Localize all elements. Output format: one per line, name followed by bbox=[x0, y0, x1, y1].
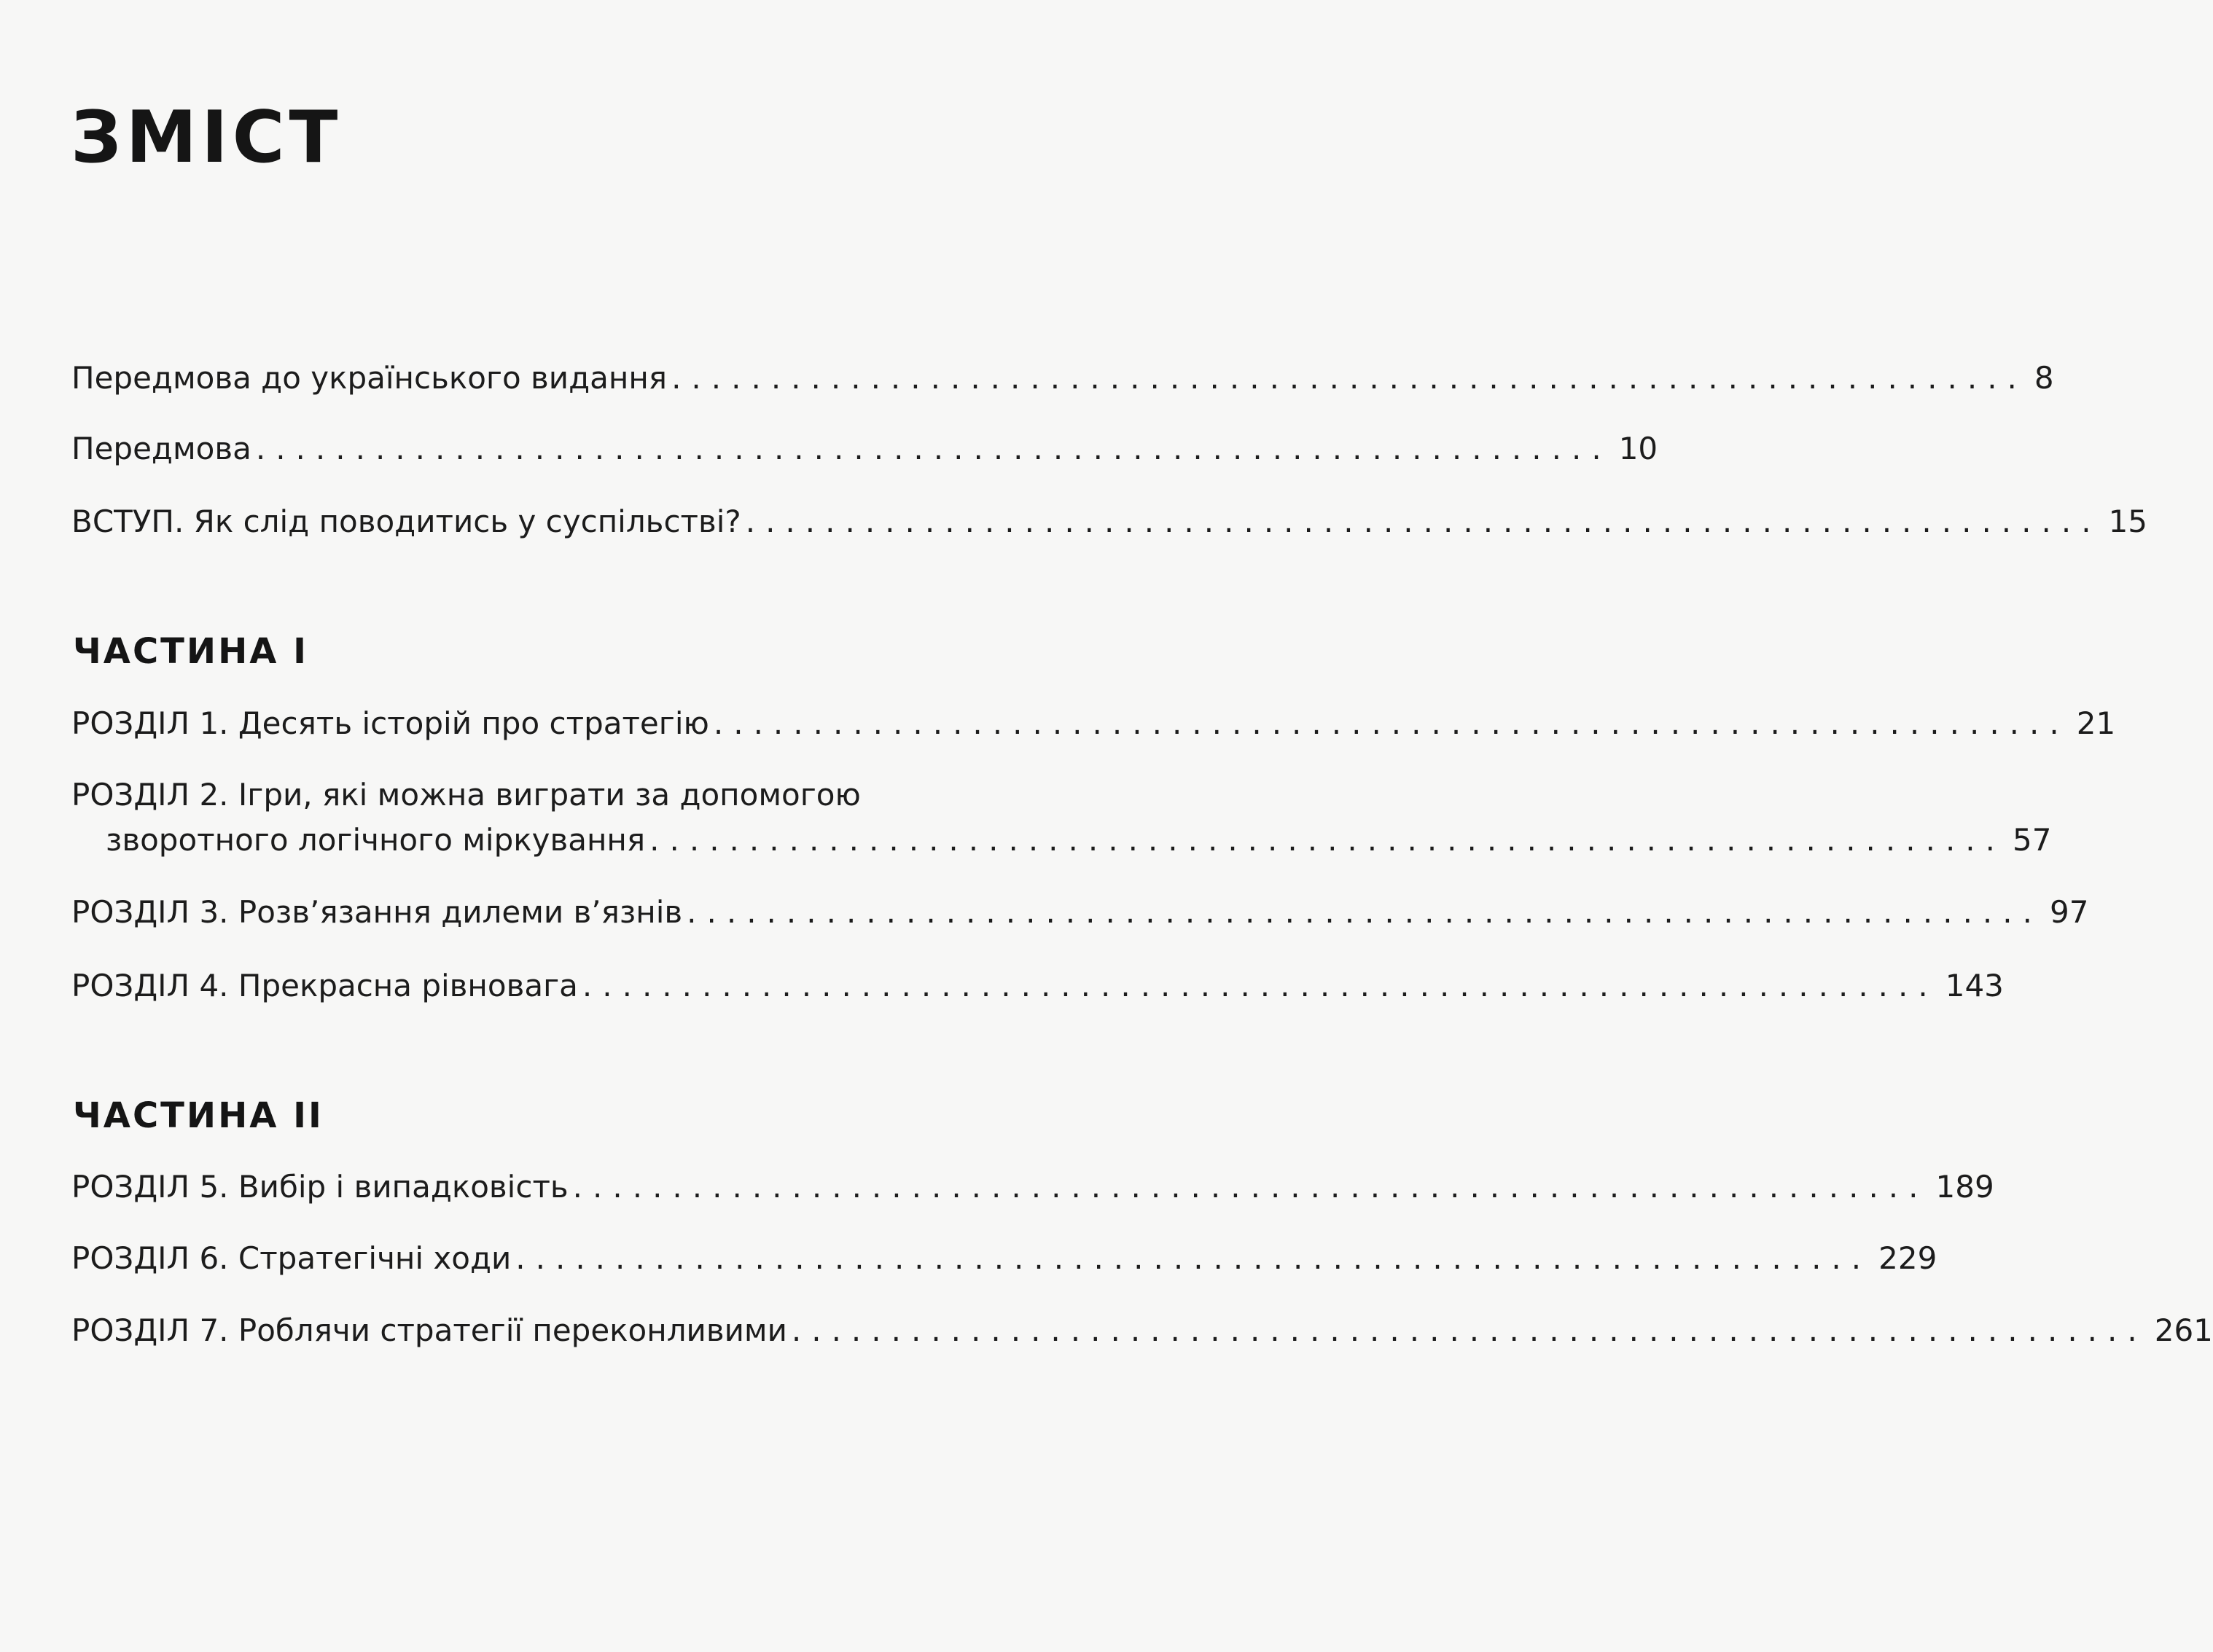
toc-entry-page: 8 bbox=[2034, 360, 2054, 396]
toc-entry-chapter-3[interactable] bbox=[71, 894, 2089, 930]
toc-entry-label: РОЗДІЛ 5. Вибір і випадковість bbox=[71, 1169, 569, 1205]
page-title: ЗМІСТ bbox=[71, 96, 343, 179]
toc-entry-foreword-ua[interactable] bbox=[71, 360, 2054, 396]
toc-entry-page: 57 bbox=[2013, 822, 2052, 858]
toc-entry-page: 189 bbox=[1935, 1169, 1994, 1205]
toc-entry-chapter-1[interactable] bbox=[71, 705, 2116, 741]
leader-dots: .................................................................... bbox=[582, 968, 1938, 1003]
toc-entry-label-cont: зворотного логічного міркування bbox=[106, 822, 646, 858]
toc-entry-chapter-2[interactable] bbox=[71, 777, 955, 813]
toc-entry-chapter-7[interactable] bbox=[71, 1312, 2213, 1348]
toc-entry-foreword[interactable] bbox=[71, 431, 1658, 466]
leader-dots: .................................................................... bbox=[687, 894, 2042, 930]
toc-entry-label: РОЗДІЛ 2. Ігри, які можна виграти за допомогою bbox=[71, 777, 861, 813]
toc-entry-page: 21 bbox=[2076, 705, 2116, 741]
toc-entry-chapter-6[interactable] bbox=[71, 1240, 1937, 1276]
leader-dots: .................................................................... bbox=[649, 822, 2005, 858]
toc-entry-label: РОЗДІЛ 6. Стратегічні ходи bbox=[71, 1240, 512, 1276]
part-1-heading: ЧАСТИНА І bbox=[73, 631, 308, 672]
toc-entry-chapter-2-cont[interactable] bbox=[106, 822, 2052, 858]
toc-entry-page: 97 bbox=[2049, 894, 2089, 930]
toc-entry-page: 10 bbox=[1618, 431, 1658, 466]
toc-entry-label: Передмова до українського видання bbox=[71, 360, 668, 396]
toc-entry-label: РОЗДІЛ 7. Роблячи стратегії переконливими bbox=[71, 1312, 787, 1348]
toc-entry-label: РОЗДІЛ 4. Прекрасна рівновага bbox=[71, 968, 578, 1003]
toc-entry-chapter-4[interactable] bbox=[71, 968, 2004, 1003]
toc-entry-page: 229 bbox=[1878, 1240, 1937, 1276]
leader-dots: .................................................................... bbox=[713, 705, 2069, 741]
leader-dots: .................................................................... bbox=[572, 1169, 1929, 1205]
leader-dots: .................................................................... bbox=[745, 504, 2101, 539]
leader-dots: .................................................................... bbox=[791, 1312, 2147, 1348]
toc-entry-label: ВСТУП. Як слід поводитись у суспільстві? bbox=[71, 504, 741, 539]
toc-entry-chapter-5[interactable] bbox=[71, 1169, 1994, 1205]
toc-entry-page: 261 bbox=[2154, 1312, 2213, 1348]
toc-entry-page: 15 bbox=[2108, 504, 2148, 539]
toc-entry-intro[interactable] bbox=[71, 504, 2148, 539]
leader-dots: .................................................................... bbox=[515, 1240, 1872, 1276]
toc-entry-label: Передмова bbox=[71, 431, 251, 466]
leader-dots: .................................................................... bbox=[671, 360, 2027, 396]
toc-entry-page: 143 bbox=[1945, 968, 2004, 1003]
toc-entry-label: РОЗДІЛ 3. Розв’язання дилеми в’язнів bbox=[71, 894, 683, 930]
toc-entry-label: РОЗДІЛ 1. Десять історій про стратегію bbox=[71, 705, 709, 741]
part-2-heading: ЧАСТИНА ІІ bbox=[73, 1095, 324, 1136]
leader-dots: .................................................................... bbox=[255, 431, 1612, 466]
